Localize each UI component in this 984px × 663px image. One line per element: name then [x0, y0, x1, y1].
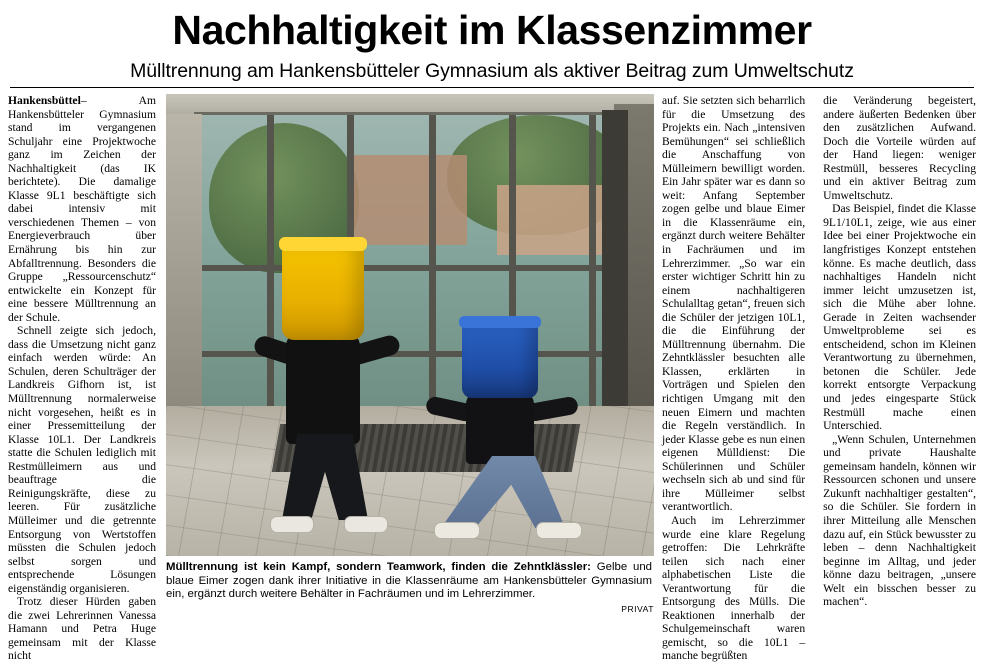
torso — [286, 332, 360, 444]
paragraph: Schnell zeigte sich jedoch, dass die Umsetzung nicht ganz einfach werden würde: An Schulen, deren Schulträger der Landkreis Gifhorn ist, ist Mülltrennung normalerweise nicht vorgesehen, heißt es in einer Pressemitteilung der Klasse 10L1. Der Landkreis statte die Schulen lediglich mit Restmülleimern aus und beauftrage die Reinigungskräfte, diese zu leeren. Für zusätzliche Mülleimer und die getrennte Entsorgung von Wertstoffen müssten die Schulen jedoch selbst sorgen und entsprechende Lösungen eigenständig organisieren. — [8, 324, 156, 595]
caption-rest: Gelbe und blaue Eimer zogen dank ihrer Initiative in die Klassenräume am Hankensbütteler Gymnasium ein, ergänzt durch weitere Behälter in Fachräumen und im Lehrerzimmer. — [166, 561, 652, 601]
shoe — [536, 522, 582, 539]
photo-scene — [166, 94, 654, 556]
dateline: Hankensbüttel — [8, 94, 81, 107]
side-wall — [166, 114, 202, 414]
paragraph: Trotz dieser Hürden gaben die zwei Lehrerinnen Vanessa Hamann und Petra Huge gemeinsam mit der Klasse nicht — [8, 595, 156, 663]
caption-lead: Mülltrennung ist kein Kampf, sondern Teamwork, finden die Zehntklässler: — [166, 561, 591, 573]
text-column-3 — [654, 94, 815, 663]
article-body — [8, 94, 976, 663]
paragraph: „Wenn Schulen, Unternehmen und private Haushalte gemeinsam handeln, können wir Ressourcen schonen und unsere Zukunft nachhaltiger gestalten“, so die Schüler. Sie fordern in ihrer Mitteilung alle Menschen dazu auf, ein Stück bewusster zu leben – denn Nachhaltigkeit beginne im Alltag, und jeder könne dazu beitragen, „unsere Welt ein bisschen besser zu machen“. — [823, 432, 976, 609]
photo-caption — [166, 561, 654, 602]
header-divider — [10, 87, 974, 88]
legs — [444, 456, 564, 528]
shoe — [344, 516, 388, 533]
paragraph: auf. Sie setzten sich beharrlich für die Umsetzung des Projekts ein. Nach „intensiven Bemühungen“ sei schließlich die Anschaffung von Mülleimern bewilligt worden. Ein Jahr später war es dann so weit: Anfang September zogen gelbe und blaue Eimer in die Klassenräume ein, ergänzt durch weitere Behälter in Fachräumen und im Lehrerzimmer. „So war ein erster wichtiger Schritt hin zu einem nachhaltigeren Schulalltag getan“, freuen sich die Schüler der jetzigen 10L1, die die Einführung der Mülltrennung übernahm. Die Zehntklässler besuchten alle Klassen, erklärten in Vorträgen und Spielen den richtigen Umgang mit den neuen Eimern und machten die Regeln verständlich. In jeder Klasse gebe es nun einen eigenen Mülldienst: Die Schülerinnen und Schüler wechseln sich ab und sind für ihre Mülleimer selbst verantwortlich. — [662, 94, 806, 514]
door-frame — [602, 110, 628, 422]
window-mullion — [589, 115, 596, 409]
building-outside — [347, 155, 467, 245]
legs — [282, 434, 368, 520]
torso — [466, 392, 534, 464]
paragraph: Das Beispiel, findet die Klasse 9L1/10L1, zeige, wie aus einer Idee bei einer Projektwoche ein langfristiges Konzept entstehen könne. Es mache deutlich, dass nachhaltiges Handeln nicht immer leicht umzusetzen ist, sich die Mühe aber lohne. Gerade in Zeiten wachsender Umweltprobleme sei es entscheidend, schon im Kleinen Verantwortung zu übernehmen, betonen die Schüler. Jede korrekt entsorgte Verpackung und jedes eingesparte Stück Restmüll mache einen Unterschied. — [823, 202, 976, 433]
shoe — [434, 522, 480, 539]
shoe — [270, 516, 314, 533]
paragraph — [8, 94, 156, 324]
photo-block — [166, 94, 654, 614]
page-title: Nachhaltigkeit im Klassenzimmer — [172, 7, 812, 53]
paragraph: Auch im Lehrerzimmer wurde eine klare Regelung getroffen: Die Lehrkräfte teilen sich nach einer alphabetischen Liste die Verantwortung für die Entsorgung des Mülls. Die Reaktionen innerhalb der Schulgemeinschaft waren gemischt, so die 10L1 – manche begrüßten — [662, 513, 806, 663]
student-with-yellow-bin — [252, 244, 402, 534]
blue-bin-icon — [462, 322, 538, 398]
subheadline: Mülltrennung am Hankensbütteler Gymnasium als aktiver Beitrag zum Umweltschutz — [130, 60, 854, 82]
student-with-blue-bin — [418, 322, 588, 542]
photo-credit: PRIVAT — [621, 603, 654, 614]
text-column-1 — [8, 94, 166, 663]
yellow-bin-icon — [282, 244, 364, 340]
paragraph-text: – Am Hankensbütteler Gymnasium stand im vergangenen Schuljahr eine Projektwoche ganz im Zeichen der Nachhaltigkeit (das IK berichtete). Die damalige Klasse 9L1 beschäftigte sich dabei intensiv mit verschiedenen Themen – von Energieverbrauch über Ernährung bis hin zur Abfalltrennung. Besonders die Gruppe „Ressourcenschutz“ entwickelte ein Konzept für eine bessere Mülltrennung an der Schule. — [8, 94, 156, 324]
text-column-4 — [815, 94, 976, 609]
paragraph: die Veränderung begeistert, andere äußerten Bedenken über den zusätzlichen Aufwand. Doch die Vorteile würden auf der Hand liegen: weniger Restmüll, besseres Recycling und ein aktiver Beitrag zum Umweltschutz. — [823, 94, 976, 202]
article-photo — [166, 94, 654, 556]
